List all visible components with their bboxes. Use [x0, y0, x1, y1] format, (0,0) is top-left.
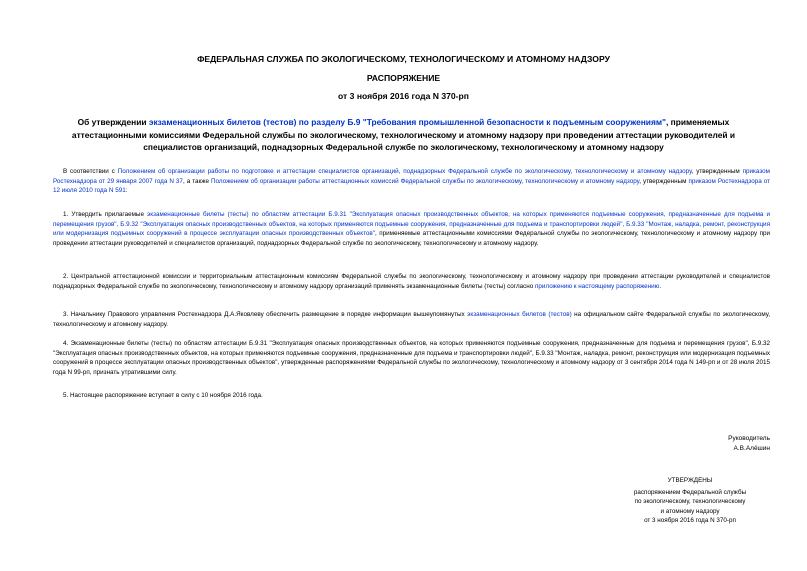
title-prefix: Об утверждении [77, 117, 149, 127]
item-2-text-1: 2. Центральной аттестационной комиссии и территориальным аттестационным комиссиям Федеральной службы по экологическому, технологическому и атомному надзору при проведении аттестации руководителей и специалистов поднадзорных Федеральной службе по экологическому, технологическому и атомному надзору организаций применять экзаменационные билеты (тесты) согласно [53, 273, 770, 290]
title-link[interactable]: экзаменационных билетов (тестов) по разделу Б.9 "Требования промышленной безопасности к подъемным сооружениям" [148, 117, 667, 127]
item-4-paragraph [53, 339, 770, 377]
approval-line-2: по экологическому, технологическому [634, 498, 746, 506]
exam-tests-link[interactable]: экзаменационных билетов (тестов) [467, 311, 572, 318]
appendix-link[interactable]: приложению к настоящему распоряжению [535, 282, 660, 290]
title-suffix: , применяемых аттестационными комиссиями Федеральной службы по экологическому, технологическому и атомному надзору при проведении аттестации руководителей и специалистов организаций, поднадзорных Федеральной службе по экологическому, технологическому и атомному надзору [71, 117, 736, 152]
signatory-role: Руководитель [728, 435, 770, 442]
agency-heading: ФЕДЕРАЛЬНАЯ СЛУЖБА ПО ЭКОЛОГИЧЕСКОМУ, ТЕХНОЛОГИЧЕСКОМУ И АТОМНОМУ НАДЗОРУ [197, 54, 610, 64]
approval-block [610, 476, 770, 525]
order-link-1[interactable]: приказом Ростехнадзора от 29 января 2007 года N 37 [53, 168, 770, 185]
item-3-text-1: 3. Начальнику Правового управления Ростехнадзора Д.А.Яковлеву обеспечить размещение в порядке информации вышеупомянутых [63, 311, 468, 318]
signatory-name: А.В.Алёшин [733, 444, 770, 452]
item-1-text-2: , применяемые аттестационными комиссиями Федеральной службы по экологическому, технологическому и атомному надзору при проведении аттестации руководителей и специалистов организаций, поднадзорных Федеральной службе по экологическому, технологическому и атомному надзору. [53, 230, 770, 247]
preamble-text-4: , утвержденным [639, 177, 689, 185]
regulation-link-2[interactable]: Положением об организации работы аттестационных комиссий Федеральной службы по экологическому, технологическому и атомному надзору [211, 177, 640, 185]
preamble-text-1: В соответствии с [63, 168, 118, 175]
approval-line-1: распоряжением Федеральной службы [633, 489, 747, 497]
document-type: РАСПОРЯЖЕНИЕ [366, 73, 441, 83]
item-1-text-1: 1. Утвердить прилагаемые [63, 211, 148, 218]
item-3-text-2: на официальном сайте Федеральной службы по экологическому, технологическому и атомному надзору. [53, 311, 771, 328]
approval-heading: УТВЕРЖДЕНЫ [667, 477, 713, 484]
preamble-text-3: , а также [182, 177, 211, 185]
preamble-paragraph [53, 167, 770, 196]
item-2-paragraph [53, 272, 770, 291]
exam-tickets-link[interactable]: экзаменационные билеты (тесты) по областям аттестации Б.9.31 "Эксплуатация опасных производственных объектов, на которых применяются подъемные сооружения, предназначенные для подъема и перемещения грузов", Б.9.32 "Эксплуатация опасных производственных объектов, на которых применяются подъемные сооружения, предназначенные для подъема и транспортировки людей", Б.9.33 "Монтаж, наладка, ремонт, реконструкция или модернизация подъемных сооружений в процессе эксплуатации опасных производственных объектов" [53, 211, 771, 238]
item-1-paragraph [53, 210, 770, 248]
item-3-paragraph [53, 310, 770, 329]
preamble-text-5: : [125, 187, 128, 195]
item-5-paragraph [53, 391, 770, 401]
order-link-2[interactable]: приказом Ростехнадзора от 12 июля 2010 года N 591 [53, 177, 771, 195]
document-title [50, 116, 757, 154]
regulation-link-1[interactable]: Положением об организации работы по подготовке и аттестации специалистов организаций, поднадзорных Федеральной службе по экологическому, технологическому и атомному надзору [117, 168, 692, 175]
item-4-text-1: 4. Экзаменационные билеты (тесты) по областям аттестации Б.9.31 "Эксплуатация опасных производственных объектов, на которых применяются подъемные сооружения, предназначенные для подъема и перемещения грузов", Б.9.32 "Эксплуатация опасных производственных объектов, на которых применяются подъемные сооружения, предназначенные для подъема и транспортировки людей", Б.9.33 "Монтаж, наладка, ремонт, реконструкция или модернизация подъемных сооружений в процессе эксплуатации опасных производственных объектов", утвержденные распоряжениями Федеральной службы по экологическому, технологическому и атомному надзору от 3 сентября 2014 года N 149-рп и от 28 июля 2015 года N 99-рп, признать утратившими силу. [53, 340, 770, 376]
approval-line-4: от 3 ноября 2016 года N 370-рп [644, 516, 736, 524]
signature-block [728, 434, 770, 453]
item-2-text-2: . [659, 282, 662, 290]
approval-line-3: и атомному надзору [660, 507, 720, 515]
document-date: от 3 ноября 2016 года N 370-рп [338, 91, 469, 101]
item-5-text-1: 5. Настоящее распоряжение вступает в силу с 10 ноября 2016 года. [63, 392, 263, 399]
preamble-text-2: , утвержденным [691, 168, 743, 175]
